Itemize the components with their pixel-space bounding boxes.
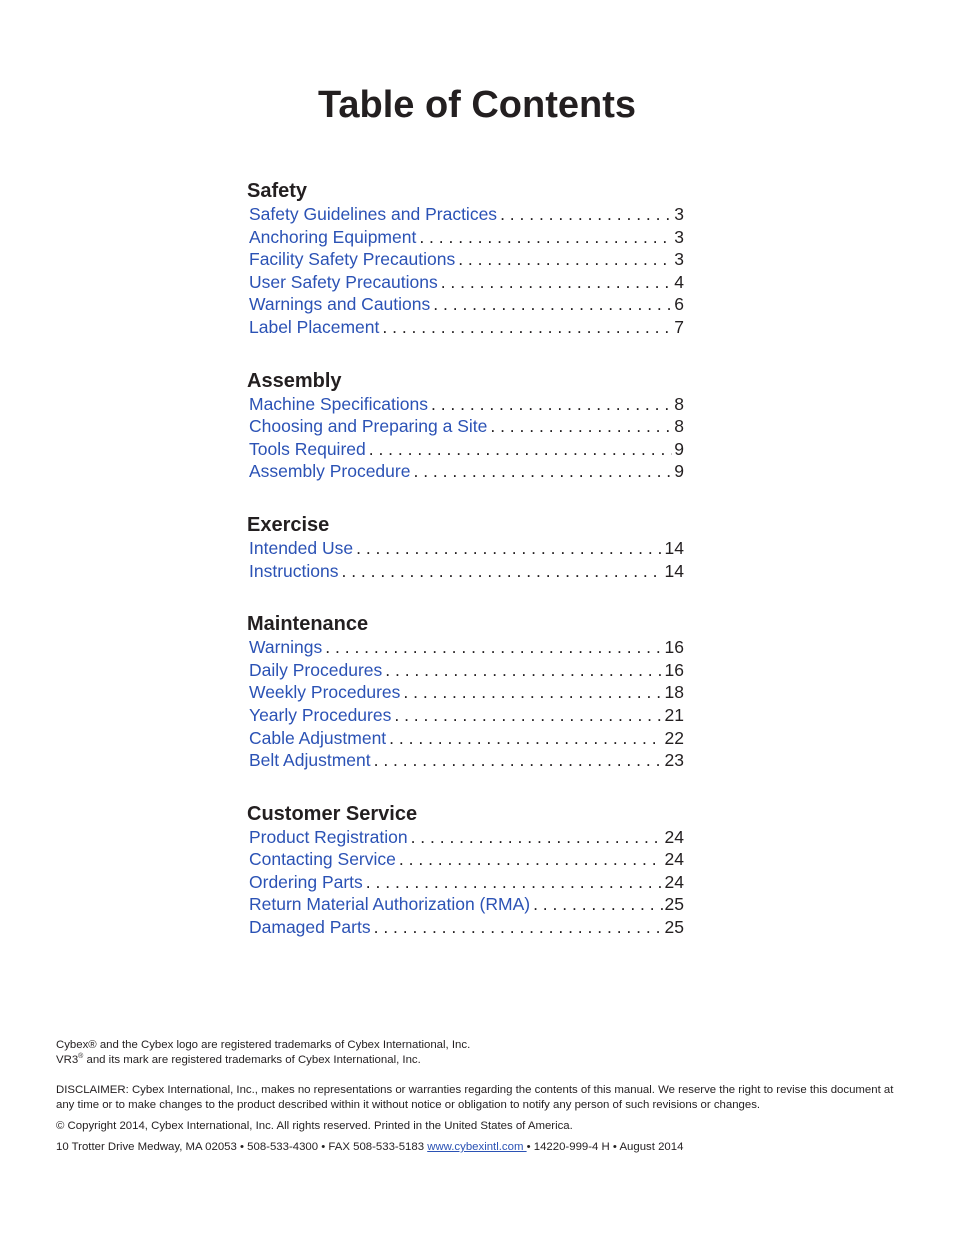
toc-entry[interactable] (249, 893, 684, 916)
toc-entry-label[interactable]: Intended Use (249, 537, 354, 558)
leader-dots (455, 248, 672, 271)
toc-section-safety (247, 179, 684, 339)
table-of-contents (247, 179, 684, 969)
section-heading: Safety (247, 180, 308, 202)
toc-entry[interactable] (249, 826, 684, 849)
toc-section-customer-service (247, 802, 684, 939)
website-link[interactable]: www.cybexintl.com (427, 1141, 527, 1153)
toc-entry-label[interactable]: Cable Adjustment (249, 727, 387, 748)
leader-dots (430, 293, 672, 316)
toc-entry-page: 24 (664, 826, 684, 847)
leader-dots (438, 271, 673, 294)
toc-entry-label[interactable]: Return Material Authorization (RMA) (249, 894, 531, 915)
leader-dots (497, 203, 672, 226)
toc-entry[interactable] (249, 749, 684, 772)
toc-section-exercise (247, 513, 684, 582)
address: 10 Trotter Drive Medway, MA 02053 • 508-533-4300 • FAX 508-533-5183 (56, 1141, 428, 1153)
toc-entry-label[interactable]: User Safety Precautions (249, 271, 438, 292)
trademark-vr3-text: and its mark are registered trademarks of Cybex International, Inc. (83, 1054, 421, 1066)
toc-entry-label[interactable]: Label Placement (249, 316, 380, 337)
leader-dots (338, 560, 662, 583)
toc-entry[interactable] (249, 415, 684, 438)
toc-entry[interactable] (249, 393, 684, 416)
leader-dots (379, 316, 672, 339)
leader-dots (386, 727, 662, 750)
document-number: • 14220-999-4 H • August 2014 (526, 1141, 684, 1153)
toc-entry[interactable] (249, 659, 684, 682)
toc-entry[interactable] (249, 681, 684, 704)
toc-entry-page: 3 (674, 226, 684, 247)
toc-entry[interactable] (249, 848, 684, 871)
leader-dots (416, 226, 672, 249)
toc-entry-page: 8 (674, 416, 684, 437)
disclaimer: DISCLAIMER: Cybex International, Inc., makes no representations or warranties regarding the contents of this manual. We reserve the right to revise this document at any time or to make changes to the product described within it without notice or obligation to notify any person of such revisions or changes. (56, 1084, 894, 1111)
section-heading: Maintenance (247, 613, 369, 636)
toc-entry-label[interactable]: Assembly Procedure (249, 461, 411, 482)
leader-dots (322, 636, 662, 659)
toc-entry-label[interactable]: Belt Adjustment (249, 750, 371, 771)
toc-entry-label[interactable]: Anchoring Equipment (249, 226, 417, 247)
toc-entry[interactable] (249, 203, 684, 226)
toc-entry[interactable] (249, 727, 684, 750)
toc-entry[interactable] (249, 226, 684, 249)
toc-entry-page: 18 (664, 682, 684, 703)
leader-dots (530, 893, 662, 916)
leader-dots (487, 415, 672, 438)
toc-entry-page: 25 (664, 894, 684, 915)
toc-entry-label[interactable]: Facility Safety Precautions (249, 249, 456, 270)
leader-dots (391, 704, 662, 727)
footer-legal (56, 1038, 898, 1155)
leader-dots (428, 393, 672, 416)
trademark-notice: Cybex® and the Cybex logo are registered trademarks of Cybex International, Inc. (56, 1039, 471, 1051)
toc-entry-page: 7 (674, 316, 684, 337)
leader-dots (371, 749, 663, 772)
leader-dots (353, 537, 662, 560)
toc-entry-label[interactable]: Machine Specifications (249, 393, 428, 414)
toc-entry-page: 6 (674, 294, 684, 315)
section-heading: Assembly (247, 369, 342, 392)
toc-entry[interactable] (249, 293, 684, 316)
section-heading: Exercise (247, 513, 330, 536)
toc-entry-page: 14 (664, 537, 684, 558)
toc-entry-label[interactable]: Warnings and Cautions (249, 294, 431, 315)
leader-dots (363, 871, 663, 894)
toc-entry[interactable] (249, 316, 684, 339)
toc-entry[interactable] (249, 636, 684, 659)
toc-entry-label[interactable]: Tools Required (249, 438, 366, 459)
toc-entry-label[interactable]: Product Registration (249, 826, 408, 847)
leader-dots (382, 659, 662, 682)
toc-entry-label[interactable]: Damaged Parts (249, 917, 371, 938)
toc-entry-page: 22 (664, 727, 684, 748)
toc-entry-page: 9 (674, 438, 684, 459)
toc-entry-label[interactable]: Ordering Parts (249, 871, 363, 892)
toc-entry-label[interactable]: Warnings (249, 637, 323, 658)
copyright: © Copyright 2014, Cybex International, Inc. All rights reserved. Printed in the United States of America. (56, 1120, 573, 1132)
toc-entry-page: 23 (664, 750, 684, 771)
toc-entry-label[interactable]: Contacting Service (249, 849, 396, 870)
toc-entry[interactable] (249, 916, 684, 939)
toc-entry-label[interactable]: Weekly Procedures (249, 682, 401, 703)
toc-entry-page: 4 (674, 271, 684, 292)
toc-entry-label[interactable]: Instructions (249, 560, 339, 581)
leader-dots (410, 460, 672, 483)
section-heading: Customer Service (247, 802, 418, 825)
toc-entry[interactable] (249, 271, 684, 294)
toc-entry-page: 24 (664, 849, 684, 870)
page-title: Table of Contents (317, 84, 637, 126)
leader-dots (400, 681, 662, 704)
toc-entry[interactable] (249, 248, 684, 271)
leader-dots (396, 848, 663, 871)
toc-entry-page: 3 (674, 204, 684, 224)
leader-dots (366, 438, 673, 461)
toc-entry[interactable] (249, 871, 684, 894)
toc-entry-label[interactable]: Safety Guidelines and Practices (249, 204, 498, 224)
toc-entry[interactable] (249, 460, 684, 483)
toc-entry-page: 9 (674, 461, 684, 482)
toc-entry-page: 16 (664, 637, 684, 658)
toc-entry-page: 21 (664, 704, 684, 725)
address-line (56, 1140, 898, 1155)
trademark-notice-vr3 (56, 1053, 898, 1068)
leader-dots (371, 916, 663, 939)
registered-mark: ® (78, 1053, 84, 1061)
toc-entry-page: 24 (664, 871, 684, 892)
toc-entry-label[interactable]: Daily Procedures (249, 659, 383, 680)
toc-entry-page: 3 (674, 249, 684, 270)
toc-entry[interactable] (249, 537, 684, 560)
trademark-vr3: VR3 (56, 1054, 79, 1066)
toc-entry[interactable] (249, 704, 684, 727)
toc-entry[interactable] (249, 438, 684, 461)
toc-entry-label[interactable]: Yearly Procedures (249, 704, 392, 725)
toc-section-maintenance (247, 612, 684, 772)
toc-entry-page: 8 (674, 393, 684, 414)
toc-entry-label[interactable]: Choosing and Preparing a Site (249, 416, 488, 437)
toc-entry[interactable] (249, 560, 684, 583)
toc-entry-page: 16 (664, 659, 684, 680)
toc-entry-page: 25 (664, 917, 684, 938)
leader-dots (408, 826, 663, 849)
toc-entry-page: 14 (664, 560, 684, 581)
toc-section-assembly (247, 369, 684, 483)
